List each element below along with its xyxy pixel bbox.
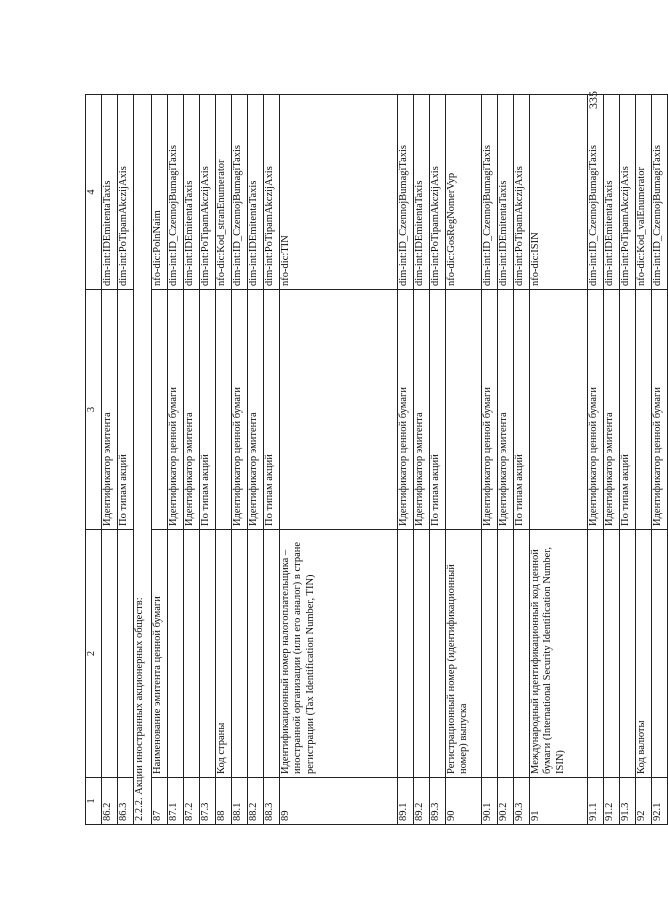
cell-c1: 91.2 bbox=[604, 778, 620, 825]
cell-c2: Идентификационный номер налогоплательщика – иностранной организации (или его аналог) в стране регистрации (Tax Identification Number, TIN) bbox=[280, 530, 398, 778]
cell-c2 bbox=[264, 530, 280, 778]
cell-c3 bbox=[152, 290, 168, 530]
cell-c3: По типам акций bbox=[620, 290, 636, 530]
table-row bbox=[482, 95, 498, 825]
cell-c4: dim-int:IDEmitentaTaxis bbox=[248, 95, 264, 290]
cell-c4: dim-int:PoTipamAkczijAxis bbox=[430, 95, 446, 290]
cell-c3 bbox=[530, 290, 588, 530]
cell-c1: 89.2 bbox=[414, 778, 430, 825]
cell-c4: dim-int:IDEmitentaTaxis bbox=[604, 95, 620, 290]
table-row bbox=[232, 95, 248, 825]
cell-c4: nfo-dic:Kod_valEnumerator bbox=[636, 95, 652, 290]
cell-c2: Наименование эмитента ценной бумаги bbox=[152, 530, 168, 778]
cell-c3 bbox=[636, 290, 652, 530]
cell-c4: nfo-dic:TIN bbox=[280, 95, 398, 290]
section-heading: 2.2.2. Акции иностранных акционерных обществ: bbox=[134, 95, 152, 825]
cell-c1: 86.3 bbox=[118, 778, 134, 825]
table-row bbox=[530, 95, 588, 825]
table-header-row bbox=[86, 95, 102, 825]
cell-c4: dim-int:ID_CzennojBumagiTaxis bbox=[482, 95, 498, 290]
cell-c1: 88 bbox=[216, 778, 232, 825]
table-row bbox=[264, 95, 280, 825]
cell-c3 bbox=[216, 290, 232, 530]
table-row bbox=[588, 95, 604, 825]
cell-c4: dim-int:PoTipamAkczijAxis bbox=[200, 95, 216, 290]
cell-c2 bbox=[102, 530, 118, 778]
page-number-text: 335 bbox=[586, 91, 600, 109]
cell-c2 bbox=[430, 530, 446, 778]
cell-c2 bbox=[514, 530, 530, 778]
cell-c3: По типам акций bbox=[514, 290, 530, 530]
cell-c4: dim-int:IDEmitentaTaxis bbox=[414, 95, 430, 290]
cell-c4: dim-int:PoTipamAkczijAxis bbox=[620, 95, 636, 290]
cell-c3: По типам акций bbox=[430, 290, 446, 530]
table-row bbox=[446, 95, 482, 825]
cell-c4: nfo-dic:PolnNaim bbox=[152, 95, 168, 290]
table-row bbox=[152, 95, 168, 825]
cell-c2 bbox=[482, 530, 498, 778]
section-row bbox=[134, 95, 152, 825]
cell-c2 bbox=[232, 530, 248, 778]
cell-c1: 92.1 bbox=[652, 778, 668, 825]
cell-c1: 87.1 bbox=[168, 778, 184, 825]
table-row bbox=[652, 95, 668, 825]
cell-c1: 87 bbox=[152, 778, 168, 825]
header-cell: 1 bbox=[86, 778, 102, 825]
cell-c3: По типам акций bbox=[200, 290, 216, 530]
cell-c3: Идентификатор ценной бумаги bbox=[398, 290, 414, 530]
cell-c1: 91.3 bbox=[620, 778, 636, 825]
table-row bbox=[280, 95, 398, 825]
cell-c3 bbox=[446, 290, 482, 530]
cell-c2 bbox=[620, 530, 636, 778]
cell-c2 bbox=[184, 530, 200, 778]
cell-c1: 89.3 bbox=[430, 778, 446, 825]
cell-c1: 87.3 bbox=[200, 778, 216, 825]
cell-c3: Идентификатор ценной бумаги bbox=[482, 290, 498, 530]
cell-c2 bbox=[652, 530, 668, 778]
cell-c1: 90.1 bbox=[482, 778, 498, 825]
cell-c3 bbox=[280, 290, 398, 530]
cell-c3: Идентификатор ценной бумаги bbox=[232, 290, 248, 530]
cell-c3: Идентификатор эмитента bbox=[184, 290, 200, 530]
table-row bbox=[248, 95, 264, 825]
cell-c1: 90 bbox=[446, 778, 482, 825]
cell-c4: dim-int:ID_CzennojBumagiTaxis bbox=[652, 95, 668, 290]
table-row bbox=[414, 95, 430, 825]
table-row bbox=[398, 95, 414, 825]
table-row bbox=[514, 95, 530, 825]
cell-c4: dim-int:ID_CzennojBumagiTaxis bbox=[588, 95, 604, 290]
cell-c1: 89 bbox=[280, 778, 398, 825]
cell-c2 bbox=[414, 530, 430, 778]
header-cell: 4 bbox=[86, 95, 102, 290]
cell-c2: Код страны bbox=[216, 530, 232, 778]
cell-c2: Международный идентификационный код ценной бумаги (International Security Identification Number, ISIN) bbox=[530, 530, 588, 778]
cell-c2 bbox=[118, 530, 134, 778]
cell-c1: 90.3 bbox=[514, 778, 530, 825]
cell-c1: 86.2 bbox=[102, 778, 118, 825]
header-cell: 3 bbox=[86, 290, 102, 530]
cell-c3: Идентификатор эмитента bbox=[248, 290, 264, 530]
cell-c4: dim-int:PoTipamAkczijAxis bbox=[514, 95, 530, 290]
table-row bbox=[200, 95, 216, 825]
cell-c2: Код валюты bbox=[636, 530, 652, 778]
cell-c1: 90.2 bbox=[498, 778, 514, 825]
cell-c3: Идентификатор эмитента bbox=[498, 290, 514, 530]
cell-c4: dim-int:PoTipamAkczijAxis bbox=[118, 95, 134, 290]
cell-c3: По типам акций bbox=[118, 290, 134, 530]
cell-c1: 89.1 bbox=[398, 778, 414, 825]
table-row bbox=[430, 95, 446, 825]
cell-c3: Идентификатор ценной бумаги bbox=[168, 290, 184, 530]
cell-c2 bbox=[588, 530, 604, 778]
cell-c4: dim-int:IDEmitentaTaxis bbox=[102, 95, 118, 290]
table-row bbox=[636, 95, 652, 825]
cell-c3: Идентификатор эмитента bbox=[604, 290, 620, 530]
document-table bbox=[85, 94, 668, 825]
table-row bbox=[102, 95, 118, 825]
cell-c1: 88.2 bbox=[248, 778, 264, 825]
table-row bbox=[620, 95, 636, 825]
cell-c4: dim-int:ID_CzennojBumagiTaxis bbox=[398, 95, 414, 290]
cell-c4: nfo-dic:Kod_stranEnumerator bbox=[216, 95, 232, 290]
table-row bbox=[168, 95, 184, 825]
cell-c3: Идентификатор эмитента bbox=[102, 290, 118, 530]
cell-c1: 91 bbox=[530, 778, 588, 825]
table-body bbox=[86, 95, 668, 825]
cell-c4: dim-int:IDEmitentaTaxis bbox=[184, 95, 200, 290]
table-row bbox=[118, 95, 134, 825]
cell-c3: По типам акций bbox=[264, 290, 280, 530]
header-cell: 2 bbox=[86, 530, 102, 778]
table-row bbox=[604, 95, 620, 825]
cell-c1: 91.1 bbox=[588, 778, 604, 825]
cell-c2 bbox=[248, 530, 264, 778]
cell-c4: dim-int:PoTipamAkczijAxis bbox=[264, 95, 280, 290]
cell-c4: dim-int:IDEmitentaTaxis bbox=[498, 95, 514, 290]
cell-c2 bbox=[604, 530, 620, 778]
cell-c2 bbox=[398, 530, 414, 778]
cell-c2 bbox=[498, 530, 514, 778]
cell-c4: nfo-dic:GosRegNomerVyp bbox=[446, 95, 482, 290]
cell-c3: Идентификатор эмитента bbox=[414, 290, 430, 530]
cell-c4: nfo-dic:ISIN bbox=[530, 95, 588, 290]
cell-c1: 87.2 bbox=[184, 778, 200, 825]
table-row bbox=[216, 95, 232, 825]
table-row bbox=[184, 95, 200, 825]
table-row bbox=[498, 95, 514, 825]
cell-c1: 92 bbox=[636, 778, 652, 825]
cell-c4: dim-int:ID_CzennojBumagiTaxis bbox=[232, 95, 248, 290]
cell-c2 bbox=[200, 530, 216, 778]
cell-c1: 88.1 bbox=[232, 778, 248, 825]
cell-c1: 88.3 bbox=[264, 778, 280, 825]
cell-c4: dim-int:ID_CzennojBumagiTaxis bbox=[168, 95, 184, 290]
cell-c3: Идентификатор ценной бумаги bbox=[588, 290, 604, 530]
cell-c2: Регистрационный номер (идентификационный номер) выпуска bbox=[446, 530, 482, 778]
cell-c2 bbox=[168, 530, 184, 778]
cell-c3: Идентификатор ценной бумаги bbox=[652, 290, 668, 530]
